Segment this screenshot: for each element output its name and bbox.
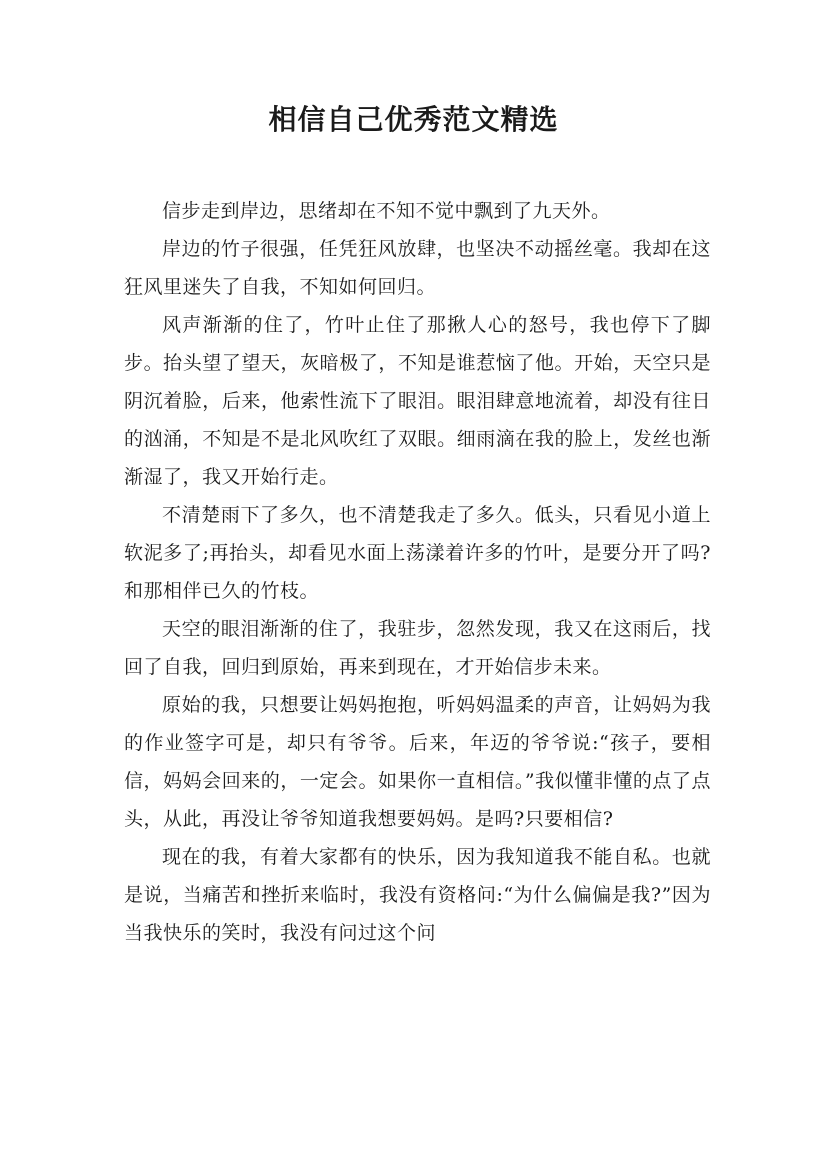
paragraph: 信步走到岸边，思绪却在不知不觉中飘到了九天外。: [162, 200, 611, 222]
paragraph: 天空的眼泪渐渐的住了，我驻步，忽然发现，我又在这雨后，找回了自我，回归到原始，再来到现在，才开始信步未来。: [124, 618, 711, 678]
paragraph: 原始的我，只想要让妈妈抱抱，听妈妈温柔的声音，让妈妈为我的作业签字可是，却只有爷爷。后来，年迈的爷爷说:“孩子，要相信，妈妈会回来的，一定会。如果你一直相信。”我似懂非懂的点了点头，从此，再没让爷爷知道我想要妈妈。是吗?只要相信?: [124, 694, 711, 830]
paragraph: 不清楚雨下了多久，也不清楚我走了多久。低头，只看见小道上软泥多了;再抬头，却看见水面上荡漾着许多的竹叶，是要分开了吗?和那相伴已久的竹枝。: [124, 504, 711, 602]
paragraph: 现在的我，有着大家都有的快乐，因为我知道我不能自私。也就是说，当痛苦和挫折来临时，我没有资格问:“为什么偏偏是我?”因为当我快乐的笑时，我没有问过这个问: [124, 846, 711, 944]
paragraph: 风声渐渐的住了，竹叶止住了那揪人心的怒号，我也停下了脚步。抬头望了望天，灰暗极了，不知是谁惹恼了他。开始，天空只是阴沉着脸，后来，他索性流下了眼泪。眼泪肆意地流着，却没有往日的汹涌，不知是不是北风吹红了双眼。细雨滴在我的脸上，发丝也渐渐湿了，我又开始行走。: [124, 314, 711, 488]
document-title: 相信自己优秀范文精选: [268, 103, 559, 136]
document-body: [124, 192, 711, 952]
paragraph: 岸边的竹子很强，任凭狂风放肆，也坚决不动摇丝毫。我却在这狂风里迷失了自我，不知如何回归。: [124, 238, 711, 298]
